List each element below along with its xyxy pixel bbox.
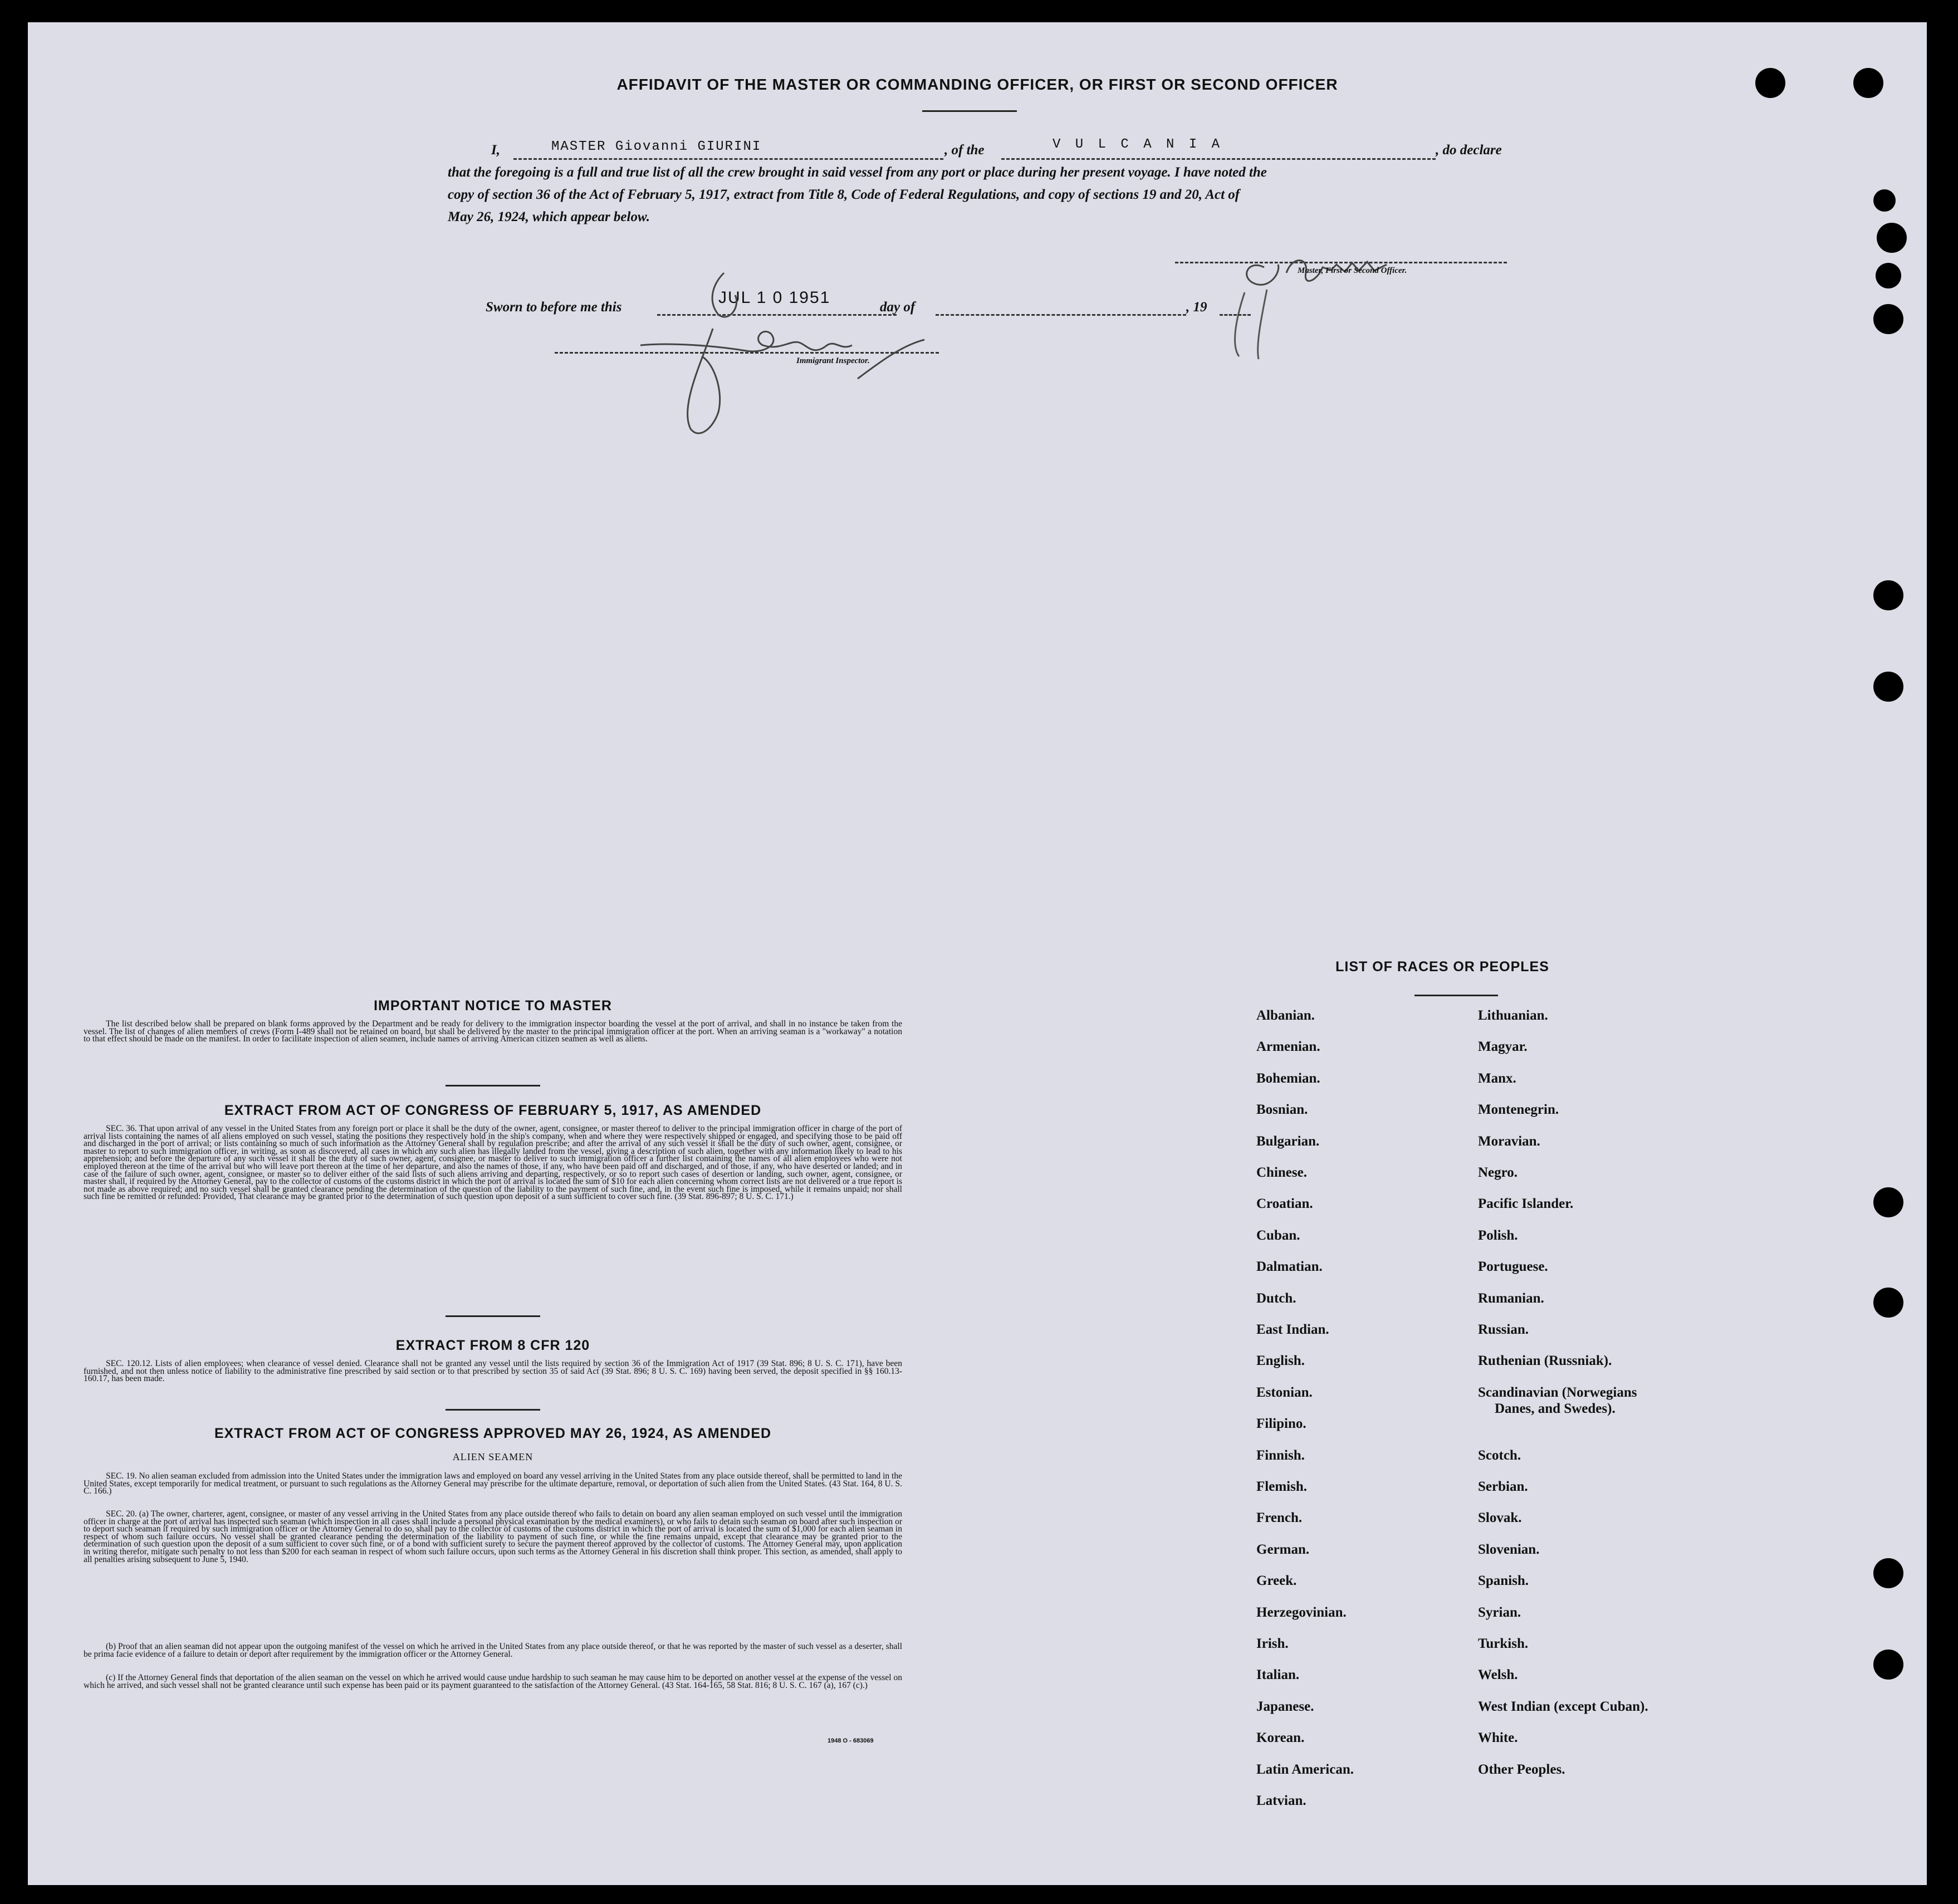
binder-hole — [1873, 1187, 1903, 1217]
race-item: Bosnian. — [1256, 1102, 1308, 1118]
extract-1917-title: EXTRACT FROM ACT OF CONGRESS OF FEBRUARY 5, 1917, AS AMENDED — [224, 1103, 762, 1118]
race-item: Italian. — [1256, 1667, 1300, 1683]
sworn-month-line — [936, 314, 1186, 316]
sec-20c-text: (c) If the Attorney General finds that deportation of the alien seaman on the vessel on which he arrived would cause undue hardship to such seaman he may cause him to be deported on another vessel at the expense of the vessel on which he arrived, and such vessel shall not be granted clearance until such expense has been paid or its payment guaranteed to the satisfaction of the Attorney General. (43 Stat. 164-165, 58 Stat. 816; 8 U. S. C. 167 (a), 167 (c).) — [84, 1673, 902, 1690]
race-item: White. — [1478, 1730, 1518, 1746]
race-item: Chinese. — [1256, 1165, 1307, 1180]
race-item: Moravian. — [1478, 1133, 1540, 1149]
race-item: Welsh. — [1478, 1667, 1518, 1683]
race-item: Armenian. — [1256, 1039, 1320, 1055]
race-item: Syrian. — [1478, 1604, 1521, 1620]
extract-1917-rule — [446, 1315, 540, 1317]
race-item: Korean. — [1256, 1730, 1305, 1746]
race-item: Russian. — [1478, 1322, 1529, 1337]
race-item: Manx. — [1478, 1070, 1516, 1086]
title-rule — [922, 110, 1017, 112]
extract-1917-text: SEC. 36. That upon arrival of any vessel in the United States from any foreign port or place it shall be the duty of the owner, agent, consignee, or master thereof to deliver to the principal immigration officer in charge of the port of arrival lists containing the names of all aliens employed on such vessel, stating the positions they respectively hold in the ship's company, when and where they were respectively shipped or engaged, and specifying those to be paid off and discharged in the port of arrival; or lists containing so much of such information as the Attorney General shall by regulation prescribe; and after the arrival of any such vessel it shall be the duty of such owner, agent, consignee, or master to report to such immigration officer, in writing, as soon as discovered, all cases in which any such alien has illegally landed from the vessel, giving a description of such alien, together with any information likely to lead to his apprehension; and before the departure of any such vessel it shall be the duty of such owner, agent, consignee, or master to deliver to such immigration officer a further list containing the names of all alien employees who were not employed thereon at the time of the arrival but who will leave port thereon at the time of her departure, and also the names of those, if any, who have been paid off and discharged, and of those, if any, who have deserted or landed; and in case of the failure of such owner, agent, consignee, or master so to deliver either of the said lists of such aliens arriving and departing, respectively, or so to report such cases of desertion or landing, such owner, agent, consignee, or master shall, if required by the Attorney General, pay to the collector of customs of the customs district in which the port of arrival is located the sum of $10 for each alien concerning whom correct lists are not delivered or a true report is not made as above required; and no such vessel shall be granted clearance pending the determination of the question of the liability to the payment of such fine, and, in the event such fine is imposed, while it remains unpaid; nor shall such fine be remitted or refunded: Provided, That clearance may be granted prior to the determination of such question upon deposit of a sum sufficient to cover such fine. (39 Stat. 896-897; 8 U. S. C. 171.) — [84, 1124, 902, 1202]
i-label: I, — [491, 143, 500, 158]
race-item: Slovenian. — [1478, 1541, 1540, 1557]
affidavit-title: AFFIDAVIT OF THE MASTER OR COMMANDING OFFICER, OR FIRST OR SECOND OFFICER — [616, 76, 1338, 93]
sec-20b-text: (b) Proof that an alien seaman did not appear upon the outgoing manifest of the vessel on which he arrived in the United States from any place outside thereof, or that he was reported by the master of such vessel as a deserter, shall be prima facie evidence of a failure to detain or deport after requirement by the immigration officer or the Attorney General. — [84, 1642, 902, 1659]
binder-hole — [1873, 672, 1903, 702]
races-rule — [1414, 995, 1498, 996]
binder-hole — [1873, 189, 1896, 212]
race-item: Latvian. — [1256, 1793, 1306, 1808]
race-item: Magyar. — [1478, 1039, 1528, 1055]
race-item: Flemish. — [1256, 1479, 1307, 1494]
declaration-line-4: May 26, 1924, which appear below. — [448, 209, 650, 224]
declarant-name: MASTER Giovanni GIURINI — [551, 139, 762, 154]
extract-1924-title: EXTRACT FROM ACT OF CONGRESS APPROVED MAY 26, 1924, AS AMENDED — [214, 1426, 772, 1441]
race-item: Scandinavian (Norwegians — [1478, 1384, 1637, 1400]
vessel-name: V U L C A N I A — [1053, 137, 1223, 152]
sworn-label: Sworn to before me this — [486, 300, 622, 315]
race-item: Bulgarian. — [1256, 1133, 1320, 1149]
race-item: Dalmatian. — [1256, 1259, 1323, 1275]
extract-1924-subtitle: ALIEN SEAMEN — [452, 1451, 533, 1462]
race-item: Irish. — [1256, 1636, 1289, 1651]
races-title: LIST OF RACES OR PEOPLES — [1335, 959, 1549, 975]
race-item: Japanese. — [1256, 1699, 1314, 1714]
print-code: 1948 O - 683069 — [828, 1737, 874, 1744]
race-item: Montenegrin. — [1478, 1102, 1559, 1118]
declaration-line-2: that the foregoing is a full and true list of all the crew brought in said vessel from any port or place during her present voyage. I have noted the — [448, 165, 1267, 180]
notice-rule — [446, 1085, 540, 1086]
race-item: French. — [1256, 1510, 1303, 1526]
inspector-signature — [579, 262, 936, 446]
race-item: Scotch. — [1478, 1447, 1521, 1463]
year-label: , 19 — [1186, 300, 1207, 315]
race-item: Negro. — [1478, 1165, 1518, 1180]
binder-hole — [1876, 263, 1901, 288]
race-item: Finnish. — [1256, 1447, 1305, 1463]
binder-hole — [1873, 304, 1903, 334]
race-item: Filipino. — [1256, 1416, 1306, 1432]
race-item: Croatian. — [1256, 1196, 1313, 1212]
race-item: Spanish. — [1478, 1573, 1529, 1589]
notice-text: The list described below shall be prepared on blank forms approved by the Department and be ready for delivery to the immigration inspector boarding the vessel at the port of arrival, and shall in no instance be taken from the vessel. The list of changes of alien members of crews (Form I-489 shall not be retained on board, but shall be delivered by the master to the principal immigration officer at the port. When an arriving seaman is a "workaway" a notation to that effect should be made on the manifest. In order to facilitate inspection of alien seamen, include names of arriving American citizen seamen as well as aliens. — [84, 1019, 902, 1044]
race-item: Albanian. — [1256, 1008, 1315, 1023]
race-item: Greek. — [1256, 1573, 1297, 1589]
race-item: Polish. — [1478, 1227, 1518, 1243]
race-item: Cuban. — [1256, 1227, 1300, 1243]
race-item: Pacific Islander. — [1478, 1196, 1574, 1212]
race-item: Turkish. — [1478, 1636, 1529, 1651]
day-of-label: day of — [880, 300, 916, 315]
binder-hole — [1873, 1288, 1903, 1318]
binder-hole — [1877, 223, 1907, 253]
binder-hole — [1873, 580, 1903, 610]
officer-signature — [1225, 234, 1492, 368]
notice-title: IMPORTANT NOTICE TO MASTER — [374, 998, 612, 1014]
race-item: East Indian. — [1256, 1322, 1329, 1337]
race-item: Portuguese. — [1478, 1259, 1548, 1275]
form-page — [28, 22, 1927, 1885]
of-the-label: , of the — [944, 143, 985, 158]
race-item: Dutch. — [1256, 1290, 1296, 1306]
race-item: Lithuanian. — [1478, 1008, 1548, 1023]
officer-caption: Master, First or Second Officer. — [1298, 266, 1407, 275]
do-declare-label: , do declare — [1436, 143, 1502, 158]
date-stamp: JUL 1 0 1951 — [718, 288, 831, 307]
race-item: German. — [1256, 1541, 1310, 1557]
race-item: Serbian. — [1478, 1479, 1528, 1494]
sec-19-text: SEC. 19. No alien seaman excluded from admission into the United States under the immigration laws and employed on board any vessel arriving in the United States from any place outside thereof, shall be permitted to land in the United States, except temporarily for medical treatment, or pursuant to such regulations as the Attorney General may prescribe for the ultimate departure, removal, or deportation of such alien from the United States. (43 Stat. 164, 8 U. S. C. 166.) — [84, 1471, 902, 1496]
binder-hole — [1873, 1558, 1903, 1588]
vessel-line — [1001, 158, 1436, 160]
race-item: Slovak. — [1478, 1510, 1522, 1526]
extract-cfr-title: EXTRACT FROM 8 CFR 120 — [395, 1338, 590, 1353]
race-item: West Indian (except Cuban). — [1478, 1699, 1648, 1714]
inspector-caption: Immigrant Inspector. — [796, 356, 870, 365]
race-item: Herzegovinian. — [1256, 1604, 1347, 1620]
race-item: English. — [1256, 1353, 1305, 1369]
extract-cfr-rule — [446, 1409, 540, 1411]
race-item: Danes, and Swedes). — [1495, 1401, 1616, 1416]
declarant-line — [513, 158, 943, 160]
race-item: Bohemian. — [1256, 1070, 1320, 1086]
sec-20a-text: SEC. 20. (a) The owner, charterer, agent, consignee, or master of any vessel arriving in the United States from any place outside thereof who fails to detain on board any alien seaman employed on such vessel until the immigration officer in charge at the port of arrival has inspected such seaman (which inspection in all cases shall include a personal physical examination by the medical examiners), or who fails to detain such seaman on board after such inspection or to deport such seaman if required by such immigration officer or the Attorney General to do so, shall pay to the collector of customs of the customs district in which the port of arrival is located the sum of $1,000 for each alien seaman in respect of whom such failure occurs. No vessel shall be granted clearance pending the determination of the liability to payment of such fine, or while the fine remains unpaid, except that clearance may be granted prior to the determination of such question upon the deposit of a sum sufficient to cover such fine, or of a bond with sufficient surety to secure the payment thereof approved by the collector of customs. The Attorney General may, upon application in writing therefor, mitigate such penalty to not less than $200 for each seaman in respect of whom such failure occurs, upon such terms as the Attorney General in his discretion shall think proper. This section, as amended, shall apply to all penalties arising subsequent to June 5, 1940. — [84, 1509, 902, 1564]
race-item: Estonian. — [1256, 1384, 1313, 1400]
race-item: Other Peoples. — [1478, 1761, 1565, 1777]
binder-hole — [1873, 1650, 1903, 1680]
race-item: Latin American. — [1256, 1761, 1354, 1777]
extract-cfr-text: SEC. 120.12. Lists of alien employees; when clearance of vessel denied. Clearance shall not be granted any vessel until the lists required by section 36 of the Immigration Act of 1917 (39 Stat. 896; 8 U. S. C. 171), have been furnished, and not then unless notice of liability to the administrative fine prescribed by said section or to that prescribed by section 35 of said Act (39 Stat. 896; 8 U. S. C. 169) having been served, the deposit specified in §§ 160.13-160.17, has been made. — [84, 1359, 902, 1384]
sworn-year-line — [1220, 314, 1251, 316]
declaration-line-3: copy of section 36 of the Act of February 5, 1917, extract from Title 8, Code of Federal Regulations, and copy of sections 19 and 20, Act of — [448, 187, 1240, 202]
race-item: Rumanian. — [1478, 1290, 1544, 1306]
race-item: Ruthenian (Russniak). — [1478, 1353, 1612, 1369]
